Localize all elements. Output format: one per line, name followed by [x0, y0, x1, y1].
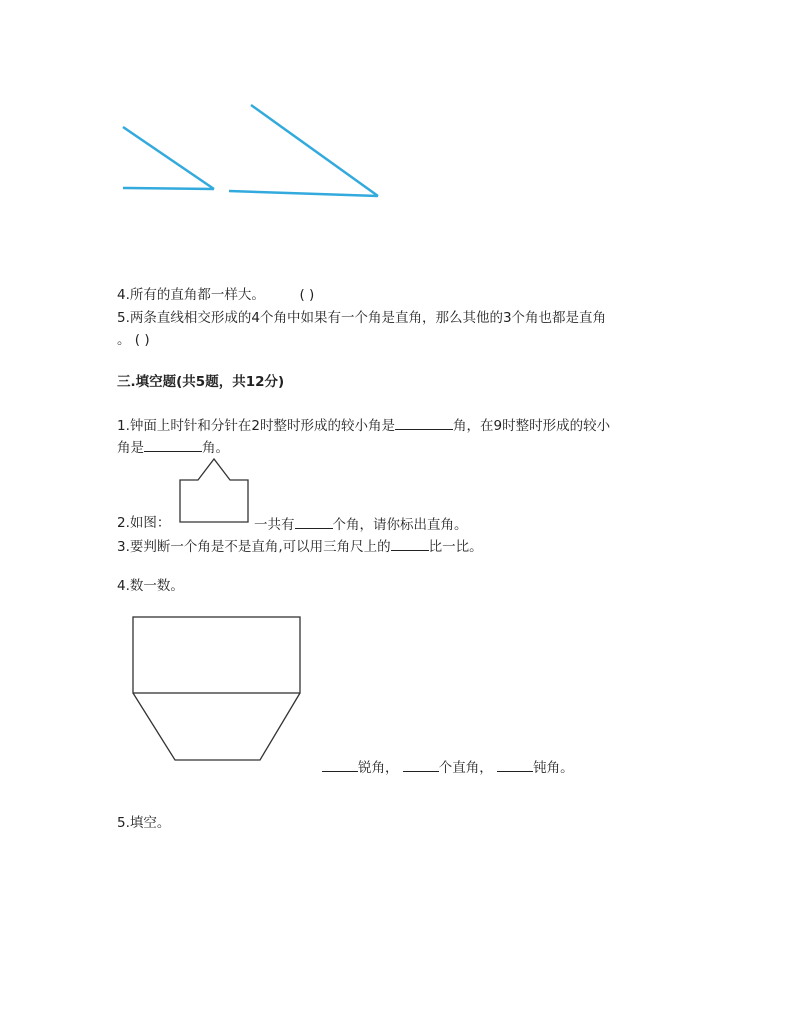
fill-3 [117, 536, 483, 556]
question-4-text: 4.所有的直角都一样大。 [117, 287, 265, 303]
fill-3-text-b: 比一比。 [428, 539, 483, 555]
fill-3-text-a: 3.要判断一个角是不是直角,可以用三角尺上的 [117, 539, 391, 555]
answer-blank[interactable] [391, 536, 429, 551]
fill-4-answers [322, 757, 574, 777]
obtuse-count-label: 钝角。 [533, 760, 574, 776]
fill-2-label: 2.如图： [117, 515, 171, 531]
fill-5-title: 5.填空。 [117, 815, 171, 831]
fill-1-line-2 [117, 437, 229, 457]
rectangle-part [133, 617, 300, 693]
answer-blank[interactable] [403, 757, 439, 772]
acute-angle-left [123, 127, 214, 189]
fill-4-title: 4.数一数。 [117, 578, 184, 594]
fill-2-answer [254, 514, 468, 534]
answer-blank[interactable] [144, 437, 202, 452]
answer-blank[interactable] [322, 757, 358, 772]
answer-blank[interactable] [395, 415, 453, 430]
right-count-label: 个直角， [438, 760, 493, 776]
fill-1-line-1 [117, 415, 610, 435]
fill-1-text-a: 1.钟面上时针和分针在2时整时形成的较小角是 [117, 418, 395, 434]
question-5-line-2: 。 ( ) [117, 332, 150, 348]
acute-angle-right [229, 105, 378, 196]
answer-paren: ( ) [299, 287, 315, 303]
question-4 [117, 286, 314, 304]
fill-1-text-c: 角是 [117, 440, 144, 456]
angle-figures [0, 0, 794, 240]
section-heading: 三.填空题(共5题，共12分) [117, 374, 285, 390]
answer-blank[interactable] [295, 514, 333, 529]
question-5-line-1: 5.两条直线相交形成的4个角中如果有一个角是直角，那么其他的3个角也都是直角 [117, 310, 607, 326]
answer-blank[interactable] [497, 757, 533, 772]
acute-count-label: 锐角， [358, 760, 399, 776]
fill-2-text-c: 个角，请你标出直角。 [332, 517, 468, 533]
fill-1-text-d: 角。 [202, 440, 229, 456]
fill-2-text-b: 一共有 [254, 517, 295, 533]
fill-1-text-b: 角，在9时整时形成的较小 [452, 418, 611, 434]
trapezoid-part [133, 693, 300, 760]
